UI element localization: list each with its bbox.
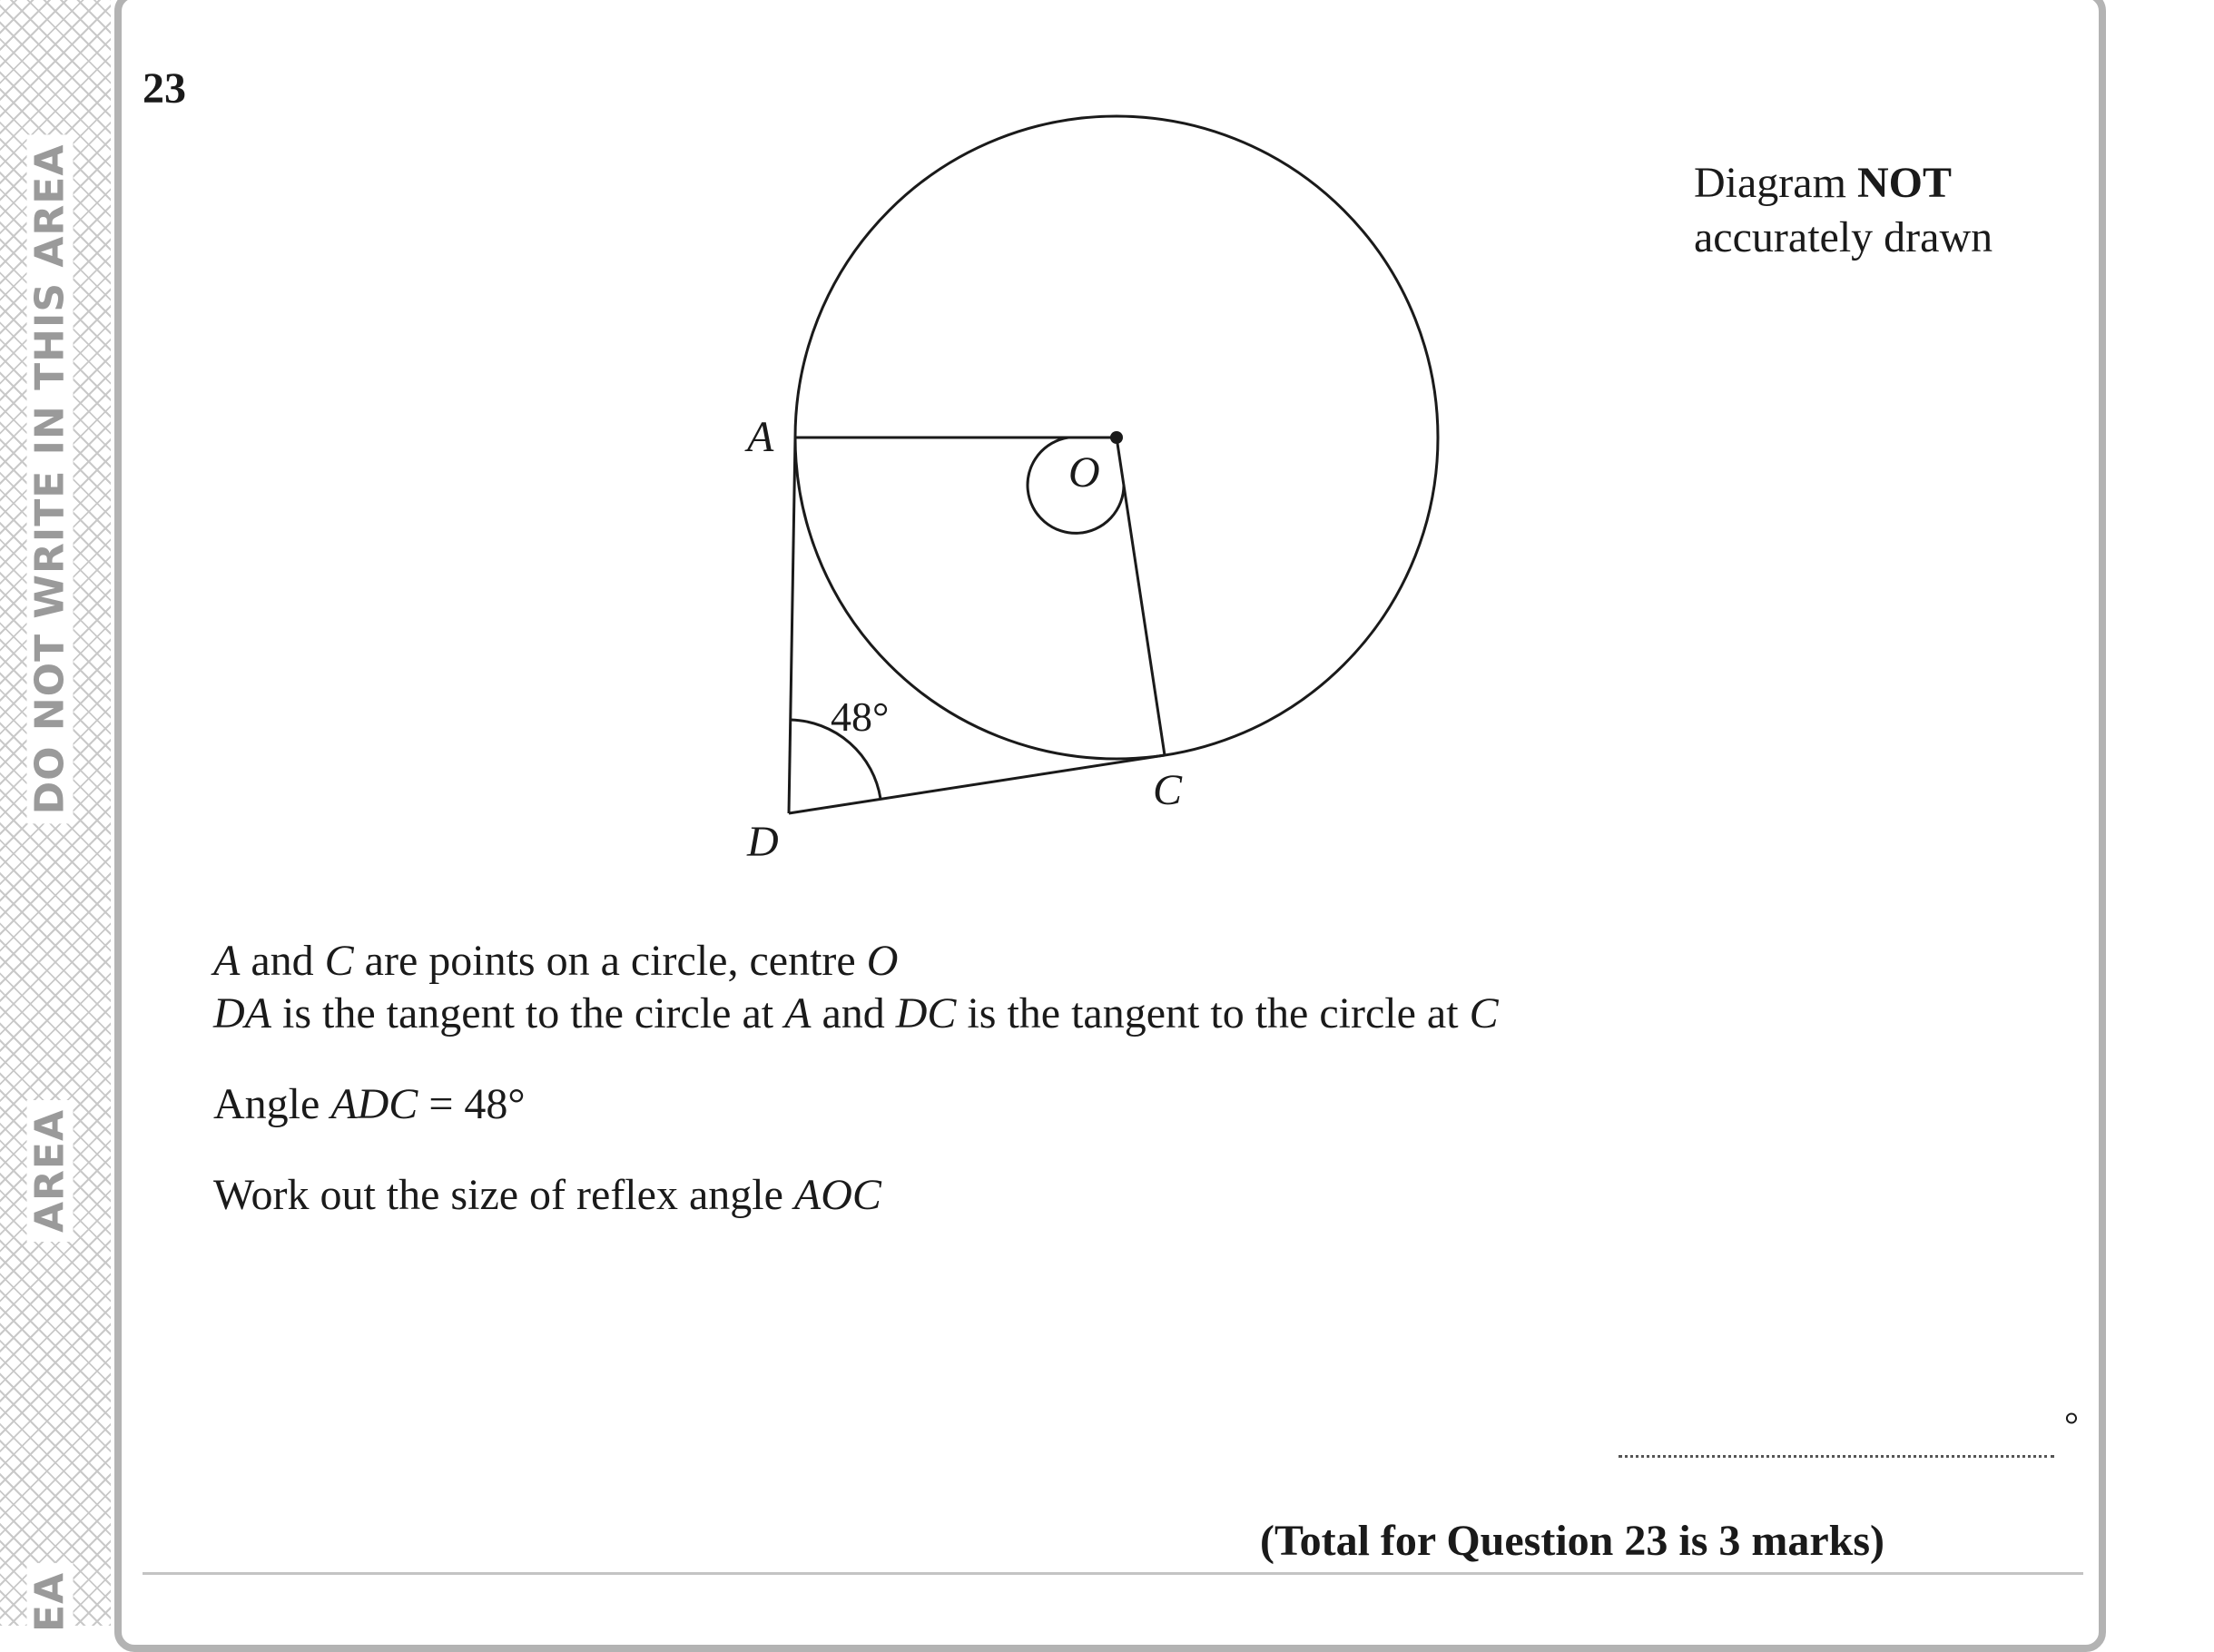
line-dc-ref: DC (895, 989, 957, 1037)
stem-text: is the tangent to the circle at (271, 989, 785, 1037)
tangent-da (789, 438, 795, 813)
question-stem-line2 (213, 988, 1499, 1040)
question-divider (143, 1572, 2083, 1575)
point-c-ref: C (324, 937, 354, 985)
stem-text: and (240, 937, 325, 985)
angle-aoc-ref: AOC (793, 1171, 881, 1219)
point-label-a: A (747, 413, 774, 461)
diagram-note-emphasis: NOT (1856, 159, 1952, 207)
centre-dot (1110, 431, 1123, 444)
stem-text: are points on a circle, centre (353, 937, 867, 985)
angle-label: 48° (831, 693, 890, 740)
margin-warning-text-fragment: AREA (27, 1100, 74, 1242)
point-a-ref: A (213, 937, 241, 985)
answer-unit-degree: ° (2064, 1404, 2079, 1445)
margin-warning-text-fragment-lower: EA (27, 1563, 74, 1641)
angle-adc-ref: ADC (330, 1080, 418, 1128)
line-da-ref: DA (213, 989, 271, 1037)
diagram-note-line2: accurately drawn (1694, 213, 1993, 261)
diagram-note-prefix: Diagram (1694, 159, 1857, 207)
stem-text: and (811, 989, 896, 1037)
stem-text: = 48° (418, 1080, 526, 1128)
point-label-c: C (1153, 766, 1183, 814)
question-number: 23 (143, 64, 186, 113)
question-total-marks: (Total for Question 23 is 3 marks) (1260, 1517, 1885, 1565)
point-label-d: D (747, 818, 779, 866)
tangent-dc (789, 755, 1165, 813)
stem-text: Work out the size of reflex angle (213, 1171, 794, 1219)
point-o-ref: O (866, 937, 899, 985)
question-stem-line1 (213, 935, 898, 988)
stem-text: Angle (213, 1080, 331, 1128)
question-task (213, 1169, 881, 1222)
point-a-ref: A (784, 989, 812, 1037)
answer-line[interactable] (1619, 1455, 2054, 1458)
stem-text: is the tangent to the circle at (956, 989, 1470, 1037)
question-given-angle (213, 1078, 526, 1131)
margin-warning-text: DO NOT WRITE IN THIS AREA (27, 135, 74, 824)
point-label-o: O (1068, 448, 1100, 497)
point-c-ref: C (1469, 989, 1499, 1037)
